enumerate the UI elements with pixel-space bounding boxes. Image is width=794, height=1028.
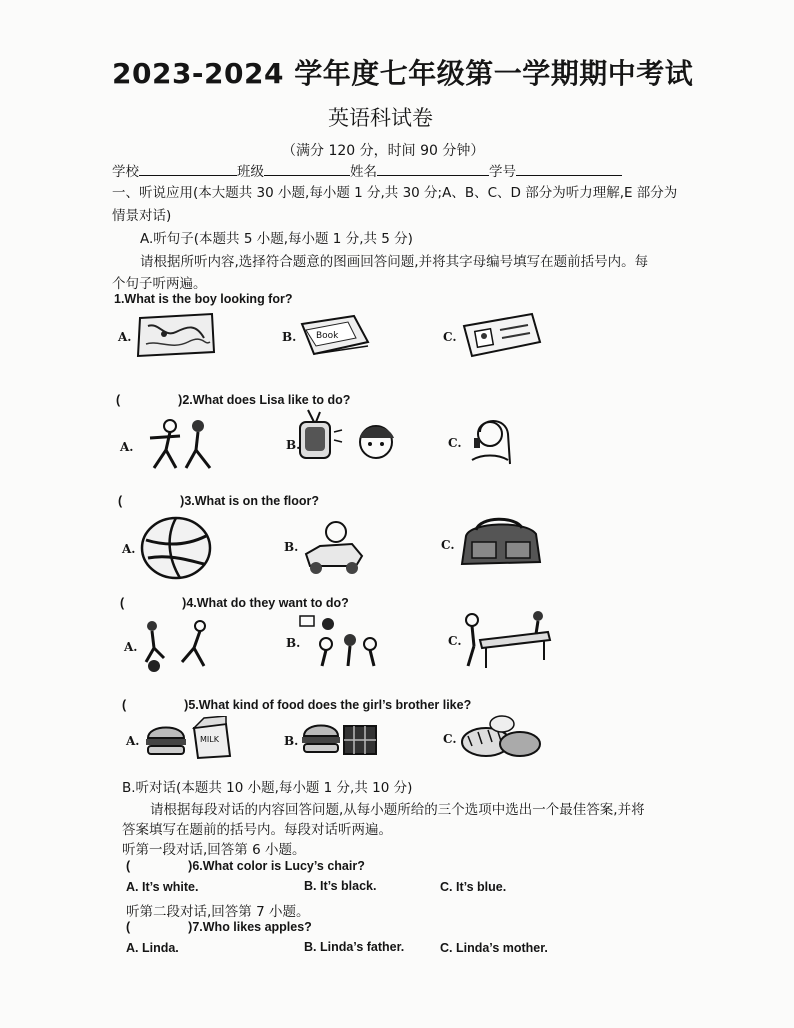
svg-text:Book: Book xyxy=(316,331,339,341)
id-card-icon xyxy=(458,312,544,358)
question-1: 1.What is the boy looking for? xyxy=(114,292,293,306)
q4-option-b[interactable]: B. xyxy=(286,636,301,650)
soccer-icon xyxy=(138,618,220,674)
partB-title: B.听对话(本题共 10 小题,每小题 1 分,共 10 分) xyxy=(122,780,413,796)
question-7: ( )7.Who likes apples? xyxy=(126,920,312,934)
partA-title: A.听句子(本题共 5 小题,每小题 1 分,共 5 分) xyxy=(140,231,413,247)
question-4: ( )4.What do they want to do? xyxy=(120,596,349,610)
running-icon xyxy=(140,416,220,474)
dialogue2-intro: 听第二段对话,回答第 7 小题。 xyxy=(126,904,310,920)
q6-option-b[interactable]: B. It’s black. xyxy=(304,879,377,893)
student-info-row xyxy=(112,160,622,180)
tv-icon xyxy=(296,408,406,470)
bag-icon xyxy=(456,514,544,570)
question-2: ( )2.What does Lisa like to do? xyxy=(116,393,351,407)
section1-heading-2: 情景对话) xyxy=(112,208,172,224)
svg-text:MILK: MILK xyxy=(200,735,219,744)
bread-icon xyxy=(458,712,544,762)
q5-option-a[interactable]: A. xyxy=(126,734,140,748)
q1-option-c[interactable]: C. xyxy=(443,330,457,344)
q3-option-a[interactable]: A. xyxy=(122,542,136,556)
q6-paren-open[interactable]: ( xyxy=(126,859,131,873)
partB-instr-2: 答案填写在题前的括号内。每段对话听两遍。 xyxy=(122,822,392,838)
exam-subtitle: 英语科试卷 xyxy=(328,106,433,130)
ping-pong-icon xyxy=(458,606,554,670)
q1-option-a[interactable]: A. xyxy=(118,330,132,344)
q2-option-a[interactable]: A. xyxy=(120,440,134,454)
volleyball-icon xyxy=(140,516,212,580)
book-icon xyxy=(296,312,372,358)
name-blank[interactable] xyxy=(377,161,489,176)
q3-paren-open[interactable]: ( xyxy=(118,494,123,508)
question-6: ( )6.What color is Lucy’s chair? xyxy=(126,859,365,873)
partA-instr-2: 个句子听两遍。 xyxy=(112,276,207,292)
q3-option-b[interactable]: B. xyxy=(284,540,299,554)
q4-option-c[interactable]: C. xyxy=(448,634,462,648)
section1-heading-1: 一、听说应用(本大题共 30 小题,每小题 1 分,共 30 分;A、B、C、D 部分为听力理解,E 部分为 xyxy=(112,185,678,201)
question-3: ( )3.What is on the floor? xyxy=(118,494,320,508)
singing-icon xyxy=(462,414,518,470)
exam-meta: （满分 120 分，时间 90 分钟） xyxy=(282,143,485,159)
q7-option-c[interactable]: C. Linda’s mother. xyxy=(440,941,548,955)
school-blank[interactable] xyxy=(139,161,237,176)
basketball-icon xyxy=(298,614,384,672)
q5-option-b[interactable]: B. xyxy=(284,734,299,748)
id-blank[interactable] xyxy=(516,161,622,176)
q4-paren-open[interactable]: ( xyxy=(120,596,125,610)
q3-option-c[interactable]: C. xyxy=(441,538,455,552)
q2-option-b[interactable]: B. xyxy=(286,438,301,452)
class-blank[interactable] xyxy=(264,161,350,176)
q5-option-c[interactable]: C. xyxy=(443,732,457,746)
q5-paren-open[interactable]: ( xyxy=(122,698,127,712)
partB-instr-1: 请根据每段对话的内容回答问题,从每小题所给的三个选项中选出一个最佳答案,并将 xyxy=(150,802,645,818)
map-icon xyxy=(134,312,218,358)
partA-instr-1: 请根据所听内容,选择符合题意的图画回答问题,并将其字母编号填写在题前括号内。每 xyxy=(140,254,649,270)
q6-option-a[interactable]: A. It’s white. xyxy=(126,880,199,894)
q7-option-b[interactable]: B. Linda’s father. xyxy=(304,940,405,954)
exam-title: 2023-2024 学年度七年级第一学期期中考试 xyxy=(112,57,694,90)
question-5: ( )5.What kind of food does the girl’s brother like? xyxy=(122,698,472,712)
id-label: 学号 xyxy=(489,164,516,180)
school-label: 学校 xyxy=(112,164,139,180)
dialogue1-intro: 听第一段对话,回答第 6 小题。 xyxy=(122,842,306,858)
q4-option-a[interactable]: A. xyxy=(124,640,138,654)
q7-paren-open[interactable]: ( xyxy=(126,920,131,934)
q2-paren-open[interactable]: ( xyxy=(116,393,121,407)
q7-option-a[interactable]: A. Linda. xyxy=(126,941,179,955)
q1-option-b[interactable]: B. xyxy=(282,330,297,344)
hamburger-chocolate-icon xyxy=(300,716,380,758)
q6-option-c[interactable]: C. It’s blue. xyxy=(440,880,507,894)
toy-car-icon xyxy=(298,516,368,576)
q2-option-c[interactable]: C. xyxy=(448,436,462,450)
name-label: 姓名 xyxy=(350,164,377,180)
class-label: 班级 xyxy=(237,164,264,180)
hamburger-milk-icon xyxy=(142,716,234,760)
